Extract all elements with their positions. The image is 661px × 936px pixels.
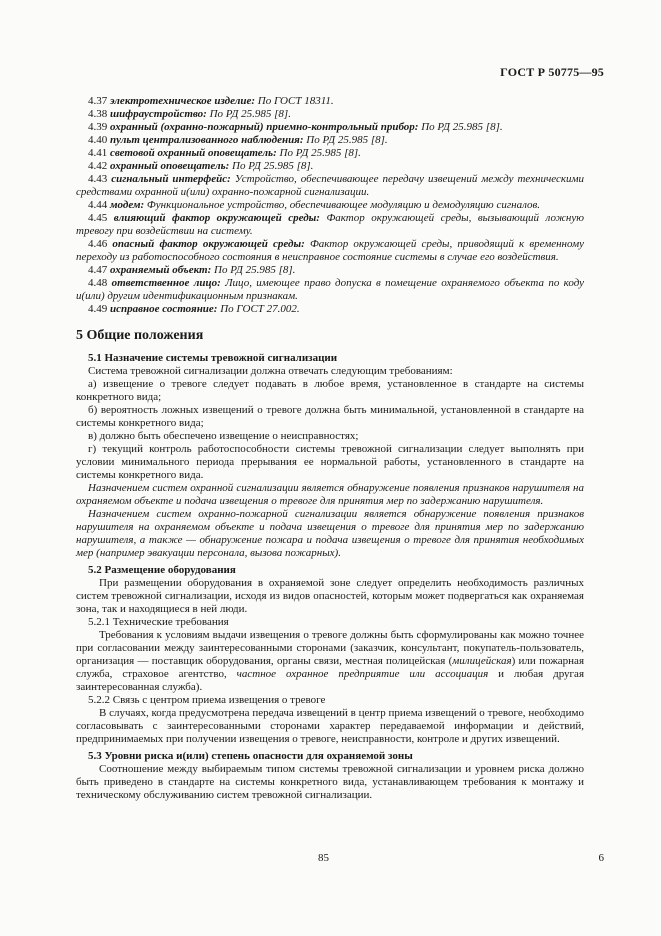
text-italic: частное охранное предприятие или ассоциация xyxy=(236,668,489,680)
term-name: исправное состояние: xyxy=(110,303,218,315)
term-name: модем: xyxy=(110,199,145,211)
text-part: ) или пожарная служба, страховое агентство, xyxy=(76,655,585,680)
term-entry xyxy=(76,121,584,134)
term-entry xyxy=(76,147,584,160)
section-5-2-1-text xyxy=(76,629,584,694)
section-5-1-intro: Система тревожной сигнализации должна отвечать следующим требованиям: xyxy=(88,365,453,377)
section-5-2-1-title: 5.2.1 Технические требования xyxy=(88,616,229,628)
term-entry xyxy=(76,160,584,173)
term-entry xyxy=(76,108,584,121)
fire-security-purpose-paragraph: Назначением систем охранно-пожарной сигнализации является обнаружение появления признаков нарушителя на охраняемом объекте и подача извещения о тревоге для принятия мер по задержанию нарушителя, а также — обнаружение пожара и подача извещения о тревоге для принятия необходимых мер (например эвакуации персонала, вызова пожарных). xyxy=(76,508,584,559)
section-5-2-2-title: 5.2.2 Связь с центром приема извещения о тревоге xyxy=(88,694,326,706)
term-number: 4.40 xyxy=(88,134,108,146)
term-name: сигнальный интерфейс: xyxy=(111,173,231,185)
section-5-3-title: 5.3 Уровни риска и(или) степень опасности для охраняемой зоны xyxy=(88,750,413,762)
text-part: и любая другая заинтересованная служба). xyxy=(76,668,585,693)
term-entry xyxy=(76,173,584,199)
text-part: Требования к условиям выдачи извещения о тревоге должны быть сформулированы как можно точнее при согласовании между заинтересованными сторонами (заказчик, консультант, покупатель-пользователь, организация — поставщик оборудования, органы связи, местная полицейская ( xyxy=(76,629,584,667)
section-5-title: 5 Общие положения xyxy=(76,328,204,343)
term-entry xyxy=(76,264,584,277)
term-name: охранный (охранно-пожарный) приемно-контрольный прибор: xyxy=(110,121,419,133)
term-number: 4.46 xyxy=(88,238,108,250)
term-definition: Устройство, обеспечивающее передачу извещений между техническими средствами охранной и(или) охранно-пожарной сигнализации. xyxy=(76,173,585,198)
sheet-number: 6 xyxy=(598,852,604,864)
term-definition: Функциональное устройство, обеспечивающее модуляцию и демодуляцию сигналов. xyxy=(146,199,541,211)
term-entry xyxy=(76,95,584,108)
term-definition: По РД 25.985 [8]. xyxy=(421,121,503,133)
list-item-a: а) извещение о тревоге следует подавать в любое время, установленное в стандарте на системы конкретного вида; xyxy=(76,378,584,403)
term-name: влияющий фактор окружающей среды: xyxy=(113,212,320,224)
section-5-2-2-text: В случаях, когда предусмотрена передача извещений в центр приема извещений о тревоге, необходимо согласовывать с заинтересованными сторонами характер передаваемой информации и действий, предпринимаемых при получении извещения о тревоге, неисправности, контроле и других извещений. xyxy=(76,707,584,745)
term-entry xyxy=(76,134,584,147)
term-definition: По РД 25.985 [8]. xyxy=(232,160,314,172)
term-number: 4.44 xyxy=(88,199,108,211)
term-number: 4.41 xyxy=(88,147,108,159)
term-entry xyxy=(76,277,584,303)
security-purpose-paragraph: Назначением систем охранной сигнализации является обнаружение появления признаков нарушителя на охраняемом объекте и подача извещения о тревоге для принятия мер по задержанию нарушителя. xyxy=(76,482,584,507)
term-name: электротехническое изделие: xyxy=(110,95,255,107)
term-number: 4.47 xyxy=(88,264,108,276)
list-item-c: в) должно быть обеспечено извещение о неисправностях; xyxy=(88,430,359,442)
term-definition: По РД 25.985 [8]. xyxy=(279,147,361,159)
terms-list xyxy=(76,95,584,316)
term-name: световой охранный оповещатель: xyxy=(110,147,277,159)
term-number: 4.48 xyxy=(88,277,108,289)
document-body xyxy=(76,95,584,802)
term-name: ответственное лицо: xyxy=(111,277,221,289)
term-name: охранный оповещатель: xyxy=(110,160,230,172)
page-number: 85 xyxy=(318,852,329,864)
term-definition: По РД 25.985 [8]. xyxy=(306,134,388,146)
section-5-1-title: 5.1 Назначение системы тревожной сигнализации xyxy=(88,352,338,364)
section-5-3-text: Соотношение между выбираемым типом системы тревожной сигнализации и уровнем риска должно быть приведено в стандарте на системы конкретного вида, устанавливающем требования к монтажу и техническому обслуживанию систем тревожной сигнализации. xyxy=(76,763,584,801)
term-number: 4.42 xyxy=(88,160,108,172)
term-entry xyxy=(76,212,584,238)
term-number: 4.38 xyxy=(88,108,108,120)
term-definition: Фактор окружающей среды, вызывающий ложную тревогу при воздействии на систему. xyxy=(76,212,585,237)
section-5-2-text: При размещении оборудования в охраняемой зоне следует определить необходимость различных систем тревожной сигнализации, исходя из видов опасностей, которым может подвергаться как охраняемая зона, так и находящиеся в ней люди. xyxy=(76,577,584,615)
term-definition: Фактор окружающей среды, приводящий к временному переходу из работоспособного состояния в неисправное состояние системы в случае его воздействия. xyxy=(76,238,585,263)
term-definition: По РД 25.985 [8]. xyxy=(214,264,296,276)
term-definition: Лицо, имеющее право допуска в помещение охраняемого объекта по коду и(или) другим идентификационным признакам. xyxy=(76,277,585,302)
term-definition: По ГОСТ 18311. xyxy=(257,95,334,107)
term-name: охраняемый объект: xyxy=(110,264,212,276)
term-number: 4.43 xyxy=(88,173,108,185)
term-number: 4.45 xyxy=(88,212,108,224)
term-number: 4.37 xyxy=(88,95,108,107)
term-definition: По РД 25.985 [8]. xyxy=(209,108,291,120)
standard-header: ГОСТ Р 50775—95 xyxy=(500,65,604,79)
term-number: 4.49 xyxy=(88,303,108,315)
term-definition: По ГОСТ 27.002. xyxy=(220,303,300,315)
list-item-b: б) вероятность ложных извещений о тревоге должна быть минимальной, установленной в стандарте на системы конкретного вида; xyxy=(76,404,584,429)
section-5-2-title: 5.2 Размещение оборудования xyxy=(88,564,236,576)
term-entry xyxy=(76,238,584,264)
list-item-d: г) текущий контроль работоспособности системы тревожной сигнализации следует выполнять при условии минимального периода прерывания ее нормальной работы, установленного в стандарте на системы конкретного вида. xyxy=(76,443,584,481)
term-number: 4.39 xyxy=(88,121,108,133)
term-name: пульт централизованного наблюдения: xyxy=(110,134,304,146)
text-italic: милицейская xyxy=(452,655,512,667)
term-entry xyxy=(76,199,584,212)
term-entry xyxy=(76,303,584,316)
term-name: шифраустройство: xyxy=(110,108,207,120)
term-name: опасный фактор окружающей среды: xyxy=(112,238,305,250)
